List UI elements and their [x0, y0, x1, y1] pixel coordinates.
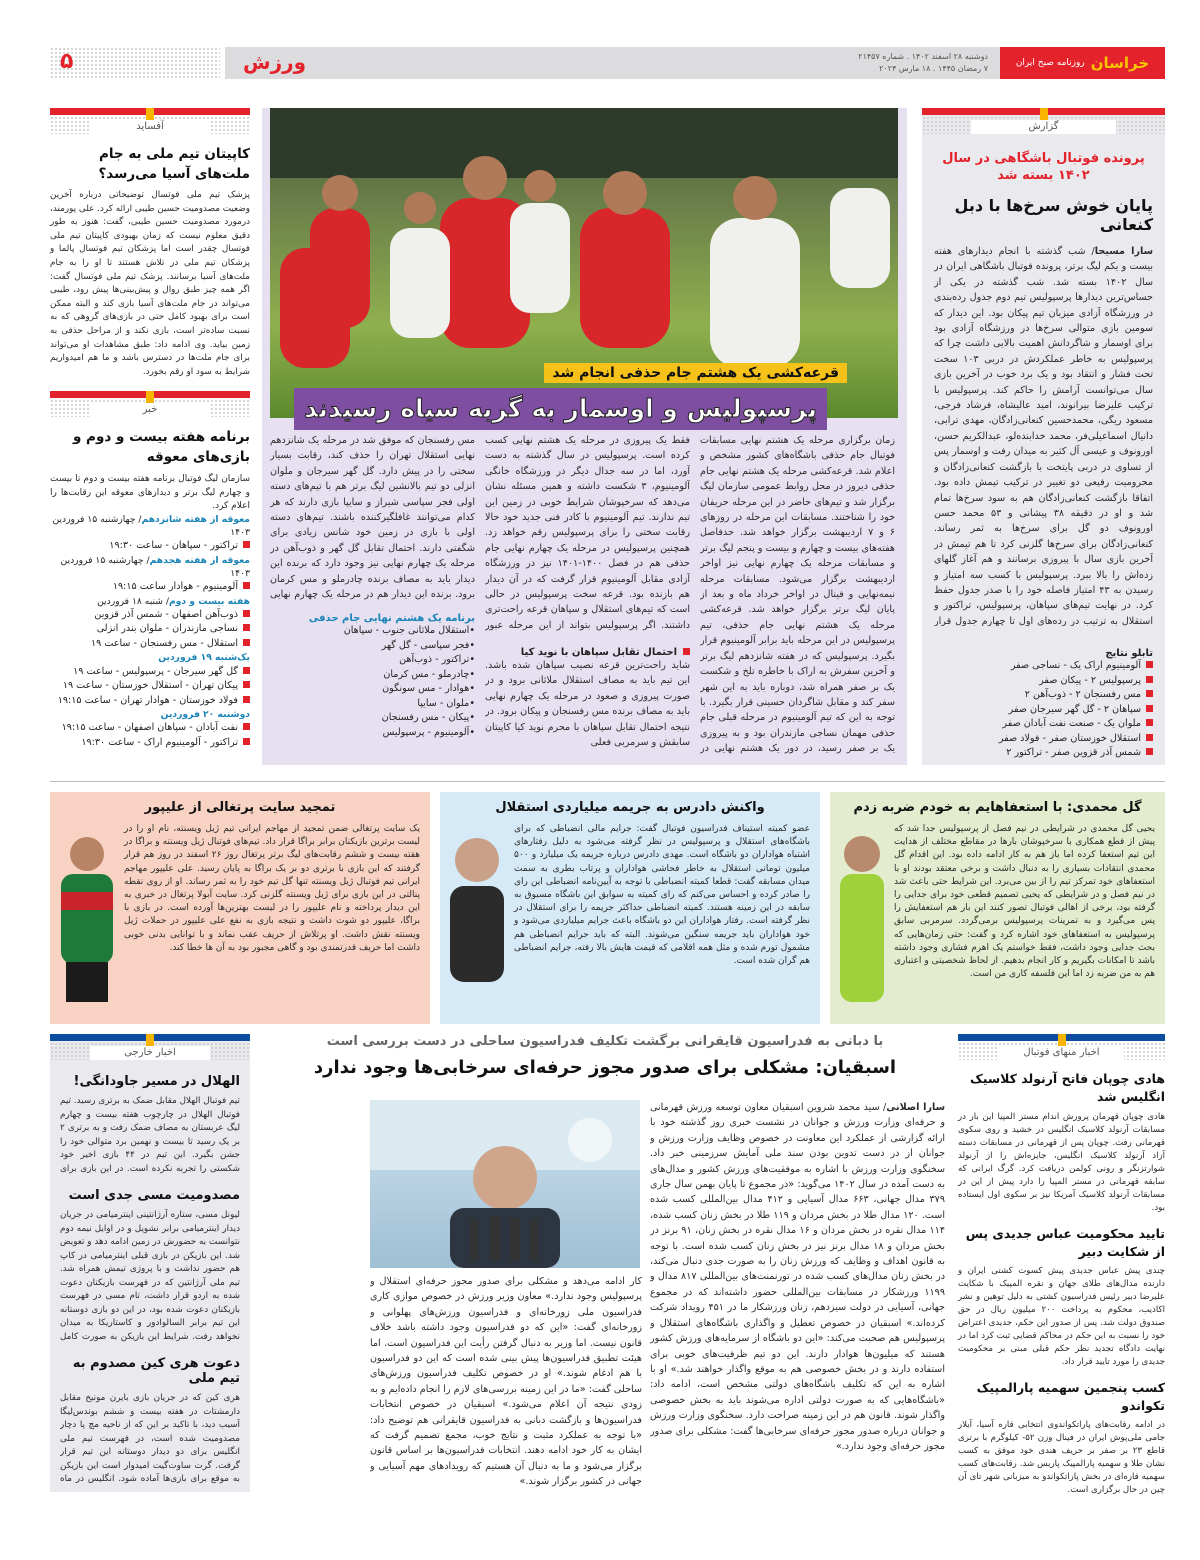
divider [50, 781, 1165, 782]
main-headline[interactable]: پرسپولیس و اوسمار به گربه سیاه رسیدند [294, 388, 827, 430]
report-column [922, 108, 1165, 765]
offside-body: پزشک تیم ملی فوتسال توضیحاتی درباره آخرین وضعیت مصدومیت حسین طیبی ارائه کرد. علی پورمند، درمورد مصدومیت حسین طیبی، گفت: هنوز به طور دقیق معلوم نیست که زمان بهبودی کاپیتان تیم ملی فوتسال چقدر است اما پزشکان تیم فوتسال پالما و پزشکان تیم ملی در تلاش هستند تا او را به جام ملت‌های آسیا برسانند. پزشک تیم ملی فوتسال گفت: اگر همه چیز طبق روال و پیش‌بینی‌ها پیش رود، طیبی می‌تواند در جام ملت‌های آسیا بازی کند و البته ممکن است برای بهبود کامل حتی در بازی‌های گروهی که به نسبت ساده‌تر است، بازی نکند و از مراحل حذفی به زمین بیاید. وی ادامه داد: طبق مشاهدات او می‌تواند برای جام ملت‌ها در دسترس باشد و ما هم امیدواریم شرایط به سود او رقم بخورد. [50, 190, 250, 377]
section-title: ورزش [243, 50, 307, 74]
results-title: تابلو نتایج [1105, 648, 1153, 659]
box-headline[interactable]: واکنش دادرس به جریمه میلیاردی استقلال [495, 800, 765, 815]
result-item: شمس آذر قزوین صفر - تراکتور ۲ [934, 746, 1153, 761]
offside-column [50, 108, 250, 379]
schedule-group-date: / چهارشنبه ۱۵ فروردین ۱۴۰۳ [52, 513, 250, 539]
kicker-misc: اخبار منهای فوتبال [999, 1046, 1123, 1060]
feature-headline[interactable]: اسبقیان: مشکلی برای صدور مجوز حرفه‌ای سرخابی‌ها وجود ندارد [313, 1057, 897, 1078]
main-column-1: زمان برگزاری مرحله یک هشتم نهایی مسابقات فوتبال جام حذفی باشگاه‌های کشور مشخص و اعلام شد. قرعه‌کشی مرحله یک هشتم نهایی جام حذفی دیروز در محل روابط عمومی سازمان لیگ برگزار شد و تیم‌های حاضر در این مرحله حریفان خود را شناختند. مسابقات این مرحله در روزهای ۶ و ۷ اردیبهشت برگزار خواهد شد. حدفاصل هفته‌های بیست و چهارم و بیست و پنجم لیگ برتر و مسابقات مرحله یک چهارم نهایی نیز اواخر اردیبهشت برگزار می‌شود. مسابقات مرحله نیمه‌نهایی و فینال در اواخر خرداد ماه و بعد از پایان لیگ برتر برگزار خواهد شد. قرعه‌کشی مرحله یک هشتم نهایی جام حذفی، تیم پرسپولیس در این مرحله باید برابر آلومینیوم قرار بگیرد. پرسپولیس که در هفته شانزدهم لیگ برتر و آخرین سفرش به اراک با خاطره تلخ و شکست یک بر صفر همراه شد، دوباره باید به این شهر سفر کند و مقابل شاگردان حسینی قرار بگیرد. با توجه به این که تیم آلومینیوم در مرحله قبلی جام حذفی مهمان نساجی مازندران بود و به پیروزی یک بر صفر رسید، در دور یک هشتم نهایی در [700, 435, 895, 755]
misc-headline[interactable]: کسب پنجمین سهمیه پارالمپیک تکواندو [976, 1380, 1165, 1413]
program-item: •تراکتور - ذوب‌آهن [399, 654, 475, 665]
feature-body-left: کار ادامه می‌دهد و مشکلی برای صدور مجوز حرفه‌ای استقلال و پرسپولیس وجود ندارد.» معاون وزیر ورزش در خصوص موازی کاری فدراسیون ملی زورخانه‌ای و فدراسیون ورزش‌های پهلوانی و زورخانه‌ای گفت: «این که دو فدراسیون وجود داشته باشد خلاف قانون نیست. اما وزیر به دنبال گرفتن رأیت این فدراسیون است. اما هیئت تطبیق فدراسیون‌ها پیش بینی شده است که این دو فدراسیون با هم ادغام شوند.» او در خصوص تکلیف فدراسیون ورزش‌های ساحلی گفت: «ما در این زمینه بررسی‌های لازم را انجام داده‌ایم و به زودی نتیجه آن اعلام می‌شود.» اسبقیان در خصوص انتخابات فدراسیون‌ها و بازگشت دبانی به فدراسیون قایقرانی هم توضیح داد: «با توجه به عملکرد مثبت و نتایج خوب، مجمع تصمیم گرفت که ایشان به کار خود ادامه دهند. انتخابات فدراسیون‌ها بر اساس قانون برگزار می‌شود و ما به دنبال آن هستیم که رویدادهای مهم آسیایی و جهانی در کشور برگزار شوند.» [370, 1276, 642, 1488]
left-column [50, 108, 250, 750]
kicker-offside: آفساید [90, 120, 210, 134]
section-bar [225, 47, 1000, 79]
program-item: •فجر سپاسی - گل گهر [381, 639, 475, 651]
coach-photo [836, 832, 888, 1002]
fixture: پیکان تهران - استقلال خوزستان - ساعت ۱۹ [50, 679, 250, 694]
program-item: •آلومینیوم - پرسپولیس [382, 726, 475, 738]
dadras-box [440, 792, 820, 1024]
report-body: / شب گذشته با انجام دیدارهای هفته بیست و یکم لیگ برتر، پرونده فوتبال باشگاهی ایران در سال ۱۴۰۲ بسته شد. شب گذشته در یکی از حساس‌ترین دیدارها پرسپولیس تیم دوم جدول رده‌بندی در ورزشگاه آزادی میزبان تیم پیکان بود. این دیدار که سومین بازی متوالی سرخ‌ها در ورزشگاه آزادی بود برای اوسمار و شاگردانش اهمیت بالایی داشت چرا که پرسپولیس به خاطر عملکردش در دربی ۱۰۳ سخت تحت فشار و انتقاد بود و یک برد خوب در آخرین بازی سال می‌توانست آرامش را حاکم کند. پرسپولیس با ترکیب علیرضا بیرانوند، امید عالیشاه، فرشاد فرجی، مسعود ریگی، محمدحسین کنعانی‌زادگان، مهدی ترابی، دانیال اسماعیلی‌فر، محمد خدابنده‌لو، عبدالکریم حسن، اورونوف و عیسی آل کثیر به میدان رفت و اوسمار پس از تساوی در دربی پایتخت با بازگشت کنعانی‌زادگان و محرومیت رفیعی دو تغییر در ترکیب تیمش داده بود. اتفاقا بازگشت کنعانی‌زادگان هم به سود سرخ‌ها تمام شد و او در دقیقه ۳۸ پیشانی و ۵۳ محمد حسن اورونوف دو گل برای سرخ‌ها به ثمر رساند. کنعانی‌زادگان برای سرخ‌ها گلزنی کرد تا هم تیمش در آخرین بازی سال با پیروزی برسانند و هم آغاز گلهای زده‌اش را بالا ببرد. پرسپولیس با کسب سه امتیاز و رسیدن به ۴۳ امتیاز فاصله خود را با صدر جدول حفظ کرد. در نهایت تیم‌های سپاهان، پرسپولیس، تراکتور و استقلال به ترتیب در رده‌های اول تا چهارم جدول قرار [934, 246, 1153, 626]
result-item: آلومینیوم اراک یک - نساجی صفر [934, 659, 1153, 674]
misc-headline[interactable]: تایید محکومیت عباس جدیدی پس از شکایت دبیر [965, 1226, 1165, 1259]
kicker-foreign: اخبار خارجی [90, 1046, 210, 1060]
foreign-headline[interactable]: الهلال در مسیر جاودانگی! [73, 1074, 240, 1089]
fixture: تراکتور - آلومینیوم اراک - ساعت ۱۹:۳۰ [50, 736, 250, 751]
report-author: سارا مسیحا [1094, 246, 1153, 257]
main-story [262, 108, 907, 765]
foreign-headline[interactable]: مصدومیت مسی جدی است [68, 1188, 240, 1203]
brand-tagline: روزنامه صبح ایران [1015, 58, 1085, 68]
fixture: ذوب‌آهن اصفهان - شمس آذر قزوین [50, 608, 250, 623]
program-item: •چادرملو - مس کرمان [383, 668, 475, 680]
misc-headline[interactable]: هادی چوپان فاتح آرنولد کلاسیک انگلیس شد [969, 1071, 1165, 1104]
feature-author: سارا اصلانی [886, 1102, 945, 1113]
box-body: یحیی گل محمدی در شرایطی در نیم فصل از پرسپولیس جدا شد که پیش از قطع همکاری با سرخپوشان بارها در مقاطع مختلف از هدایت این تیم استعفا کرده اما باز هم به کار ادامه داده بود. این اقدام گل محمدی انتقادات بسیاری را به دنبال داشت و برخی معتقد بودند او با استعفاهای خود تمرکز تیم را از بین می‌برد. این شرایط حتی باعث شد در نیم فصل و در شرایطی که یحیی تصمیم قطعی خود برای جدایی را گرفته بود، برخی از اهالی فوتبال تصور کنند این بار هم استعفایش را پس می‌گیرد و به تمرینات پرسپولیس برمی‌گردد. سرمربی سابق پرسپولیس به استعفاهای خود اشاره کرد و گفت: حتی زمان‌هایی که بحث جدایی وجود داشت، فقط خواستم یک اهرم فشاری وجود داشته باشد تا امکانات بگیریم و کار انجام بدهیم. از لحاظ شخصیتی و اعتباری هم به من ضربه زد اما این فلسفه کاری من است. [894, 824, 1155, 980]
fixture: استقلال - مس رفسنجان - ساعت ۱۹ [50, 637, 250, 652]
fixture: آلومینیوم - هوادار ساعت ۱۹:۱۵ [50, 580, 250, 595]
page-number-box [50, 47, 220, 79]
alipour-photo [56, 832, 118, 1002]
main-column-2: فقط یک پیروزی در مرحله یک هشتم نهایی کسب کرده است. پرسپولیس در سال گذشته به دست آورد، اما در سه جدال دیگر در ورزشگاه خانگی آلومینیوم، ۳ شکست داشته و همین مسئله نشان می‌دهد که سرخپوشان شرایط خوبی در زمین این تیم ندارند. تیم آلومینیوم با کادر فنی جدید خود حالا رقابت سختی را برای پرسپولیس رقم خواهد زد. همچنین پرسپولیس در مرحله یک چهارم نهایی جام حذفی هم در فصل ۱۴۰۰-۱۴۰۱ نیز در ورزشگاه آزادی مقابل آلومینیوم قرار گرفت که در آن دیدار هم بازنده بود. قرعه سخت پرسپولیس در حالی است که تیم‌های استقلال و سپاهان قرعه راحت‌تری داشتند. اگر پرسپولیس بتواند از این مرحله عبور [485, 435, 690, 631]
box-body: عضو کمیته استیناف فدراسیون فوتبال گفت: جرایم مالی انضباطی که برای باشگاه‌های استقلال و پرسپولیس در نظر گرفته می‌شود به دلیل رفتارهای اشتباه هواداران دو باشگاه است. مهدی دادرس درباره جریمه یک میلیارد و ۵۰۰ میلیون تومانی استقلال به خاطر فحاشی هواداران و پرتاب بطری به سمت میدان مسابقه گفت: قطعا کمیته انضباطی با توجه به آیین‌نامه انضباطی این رای را صادر کرده و احساس می‌کنم که رای کمیته به سوابق این باشگاه مسبوق به سابقه در این زمینه هستند. کمیته انضباطی حداکثر جریمه را برای استقلال در نظر گرفته است. رفتار هواداران این دو باشگاه باعث جرایم میلیاردی می‌شود و خود هواداران باید جریمه سنگین می‌شوند. البته که باید جرایم انضباطی هم مشمول تورم شده و مثل همه اقلامی که قیمت هایش بالا رفته، جرایم انضباطی هم گران شده است. [514, 824, 810, 967]
alipour-box [50, 792, 430, 1024]
results-list [934, 659, 1153, 761]
foreign-body: تیم فوتبال الهلال مقابل ضمک به برتری رسید. تیم فوتبال الهلال در چارچوب هفته بیست و چهارم لیگ عربستان به مصاف ضمک رفت و به برتری ۲ بر یک رسید تا بیست و نهمین برد متوالی خود را جشن بگیرد. این تیم در ۴۴ بازی اخیر خود شکستی را تجربه نکرده است. در این بازی برای [60, 1096, 240, 1174]
box-body: یک سایت پرتغالی ضمن تمجید از مهاجم ایرانی تیم ژیل ویسنته، نام او را در لیست برترین بازیکنان برابر براگا قرار داد. تیم‌های فوتبال ژیل ویسنته و براگا در هفته بیست و ششم رقابت‌های لیگ برتر پرتغال روز ۲۶ اسفند در روز هم قرار گرفتند که این بازی با برتری دو بر یک براگا به پایان رسید. علی علیپور مهاجم ایرانی تیم فوتبال ژیل ویسنته تنها گل تیم خود را به ثمر رساند. او از روی نقطه پنالتی در این بازی برای ژیل ویسنته گلزنی کرد. سایت آبولا پرتغال در خبری به این دیدار پرداخته و نام علیپور را در لیست بهترین‌ها آورده است. در بازی با براگا، علیپور دو شوت داشت و نتیجه بازی به نفع علی علیپور در حملات ژیل ویسنته نقش داشت. او پرتلاش از حریف عقب نماند و با توانایی بدنی خوبی داشت اما حریف قدرتمندی بود و گاهی مجبور بود به آن ها خطا کند. [124, 824, 420, 953]
masthead [50, 47, 1165, 79]
report-subtitle: پرونده فوتبال باشگاهی در سال ۱۴۰۲ بسته شد [942, 151, 1145, 183]
foreign-body: هری کین که در جریان بازی بایرن مونیخ مقابل دارمشتات در هفته بیست و ششم بوندس‌لیگا آسیب دید، با تاکید بر این که از ناحیه مچ پا دچار مصدومیت شده است، در فهرست تیم ملی انگلیس برای دو دیدار دوستانه این تیم قرار گرفت. گرت ساوت‌گیت امیدوار است این بازیکن به موقع برای بازی‌ها آماده شود. انگلیس در ماه [60, 1393, 240, 1484]
brand-logo[interactable] [1000, 47, 1165, 79]
page-number: ۵ [60, 49, 74, 74]
misc-body: در ادامه رقابت‌های پاراتکواندوی انتخابی قاره آسیا، آیلار جامی ملی‌پوش ایران در فینال وزن ۵۲- کیلوگرم با برتری قاطع ۲۳ بر صفر بر حریف هندی خود موفق به کسب نشان طلا و سهمیه پارالمپیک پاریس شد. رقابت‌های کسب سهمیه قاره‌ای در بخش پاراتکواندو به میزبانی شهر تای آن چین در حال برگزاری است. [958, 1420, 1165, 1495]
fixture: تراکتور - سپاهان - ساعت ۱۹:۳۰ [50, 539, 250, 554]
box-headline[interactable]: گل محمدی: با استعفاهایم به خودم ضربه زدم [853, 800, 1142, 815]
schedule-group-head: یک‌شنبه ۱۹ فروردین [158, 652, 250, 664]
fixture: نساجی مازندران - ملوان بندر انزلی [50, 622, 250, 637]
result-item: استقلال خوزستان صفر - فولاد صفر [934, 732, 1153, 747]
fixture: نفت آبادان - سپاهان اصفهان - ساعت ۱۹:۱۵ [50, 721, 250, 736]
program-title: برنامه یک هشتم نهایی جام حذفی [308, 613, 475, 624]
box-headline[interactable]: تمجید سایت پرتغالی از علیپور [144, 800, 336, 815]
result-item: مس رفسنجان ۲ - ذوب‌آهن ۲ [934, 688, 1153, 703]
foreign-news-column [50, 1034, 250, 1492]
issue-date: دوشنبه ۲۸ اسفند ۱۴۰۲ . شماره ۲۱۴۵۷ [858, 52, 988, 61]
schedule-column [50, 391, 250, 750]
program-item: •هوادار - مس سونگون [382, 683, 475, 694]
result-item: ملوان یک - صنعت نفت آبادان صفر [934, 717, 1153, 732]
schedule-group-date: / شنبه ۱۸ فروردین [97, 595, 169, 607]
schedule-group-head: معوقه از هفته هجدهم [149, 554, 250, 566]
issue-date-hijri: ۷ رمضان ۱۴۴۵ . ۱۸ مارس ۲۰۲۴ [879, 64, 988, 73]
offside-headline[interactable]: کاپیتان تیم ملی به جام ملت‌های آسیا می‌رسد؟ [98, 146, 250, 182]
dadras-photo [446, 832, 508, 982]
schedule-group-date: / چهارشنبه ۱۵ فروردین ۱۴۰۳ [60, 554, 250, 580]
schedule-group-head: دوشنبه ۲۰ فروردین [160, 709, 250, 721]
non-football-column [958, 1034, 1165, 1497]
main-column-2b: شاید راحت‌ترین قرعه نصیب سپاهان شده باشد. این تیم باید به مصاف استقلال ملاثانی برود و در صورت پیروزی و صعود در مرحله یک چهارم نهایی باید به مصاف برنده مس رفسنجان و پیکان برود. در نتیجه احتمال تقابل سپاهان با محرم نوید کیا کاپیتان سابقش و سرمربی فعلی [485, 660, 690, 749]
schedule-group-head: هفته بیست و دوم [168, 595, 250, 607]
report-headline[interactable]: پایان خوش سرخ‌ها با دبل کنعانی [954, 196, 1153, 234]
kicker-report: گزارش [971, 120, 1117, 134]
misc-body: هادی چوپان قهرمان پرورش اندام مستر المپیا این بار در مسابقات آرنولد کلاسیک انگلیس در خشید و روی سکوی قهرمانی رفت. چوپان پس از قهرمانی در مسابقات دسته آزاد آرنولد کلاسیک انگلیس، جایزه‌اش را از آرنولد شوارتزنگر و رونی کولمن دریافت کرد. گرگ ایرانی که سابقه قهرمانی در مستر المپیا را دارد پیش از این در مسابقات آرنولد کلاسیک آمریکا نیز بر سکوی اول ایستاده بود. [958, 1112, 1165, 1213]
program-item: •استقلال ملاثانی جنوب - سپاهان [343, 625, 475, 636]
feature-kicker: با دبانی به فدراسیون قایقرانی برگشت تکلیف فدراسیون ساحلی در دست بررسی است [326, 1034, 884, 1049]
main-column-3: مس رفسنجان که موفق شد در مرحله یک شانزدهم نهایی استقلال تهران را حذف کند، رقابت بسیار سختی را در پیش دارد. گل گهر سیرجان و ملوان انزلی دو تیم بالانشین لیگ برتر هم با تیم‌های دسته اولی فجر سپاسی شیراز و سایپا بازی دارند که هر کدام می‌توانند غافلگیرکننده باشند. تیم‌های دسته اولی با بازی در زمین خود شانس زیادی برای شگفتی دارند. احتمال تقابل گل گهر و ذوب‌آهن در مرحله یک چهارم نهایی نیز وجود دارد که برنده این دیدار باید به مصاف برنده چادرملو و مس کرمان برود. برنده این دیدار هم در مرحله یک چهارم نهایی [270, 435, 475, 601]
main-kicker: قرعه‌کشی یک هشتم جام حذفی انجام شد [544, 363, 847, 383]
result-item: پرسپولیس ۲ - پیکان صفر [934, 674, 1153, 689]
kicker-news: خبر [90, 403, 210, 417]
sub-heading: احتمال تقابل سپاهان با نوید کیا [485, 647, 690, 658]
foreign-headline[interactable]: دعوت هری کین مصدوم به تیم ملی [72, 1356, 240, 1386]
feature-body-right: سارا اصلانی/ سید محمد شروین اسبقیان معاون توسعه ورزش قهرمانی و حرفه‌ای وزارت ورزش و جوانان در نشست خبری روز گذشته خود با ارائه گزارشی از عملکرد این معاونت در خصوص وظایف وزارت ورزش و جوانان از در دست تدوین بودن سند ملی آمایش سرزمینی خبر داد. سخنگوی وزارت ورزش با اشاره به موفقیت‌های ورزش کشور و مدال‌های به دست آمده در سال ۱۴۰۲ می‌گوید: «در مجموع تا پایان بهمن سال جاری ۳۷۹ مدال جهانی، ۶۶۳ مدال آسیایی و ۴۱۲ مدال بین‌المللی کسب شده است. ۱۲۰ مدال طلا در بخش مردان و ۱۱۹ طلا در بخش زنان کسب شده، ۱۱۴ مدال نقره در بخش مردان و ۱۶ مدال نقره در بخش زنان، ۹۱ برنز در بخش مردان و ۱۸ مدال برنز نیز در بخش زنان کسب شده است. با توجه به قانون اهداف و وظایف که ورزش زنان را به صورت جدی دنبال می‌کند، در بخش زنان مدال‌های کسب شده در تورنمنت‌های بین‌المللی ۸۱۷ مدال و ۱۱۹۹ ورزشکار در مسابقات بین‌المللی حضور داشته‌اند که در مجموع جهانی، آسیایی در دولت سیزدهم، زنان ورزشکار ما در ۴۵۱ رویداد شرکت کرده‌اند.» اسبقیان در خصوص تعطیل و واگذاری باشگاه‌های استقلال و پرسپولیس هم صحبت می‌کند: «این دو باشگاه از سرمایه‌های ورزش کشور هستند که میلیون‌ها هوادار دارند. این دو تیم ظرفیت‌های خوبی برای استفاده دارند و در بخش خصوصی هم به موقع واگذار خواهند شد.» او با اشاره به این که تکلیف باشگاه‌های دولتی مشخص است، ادامه داد: «باشگاه‌هایی که به صورت دولتی اداره می‌شوند باید به بخش خصوصی واگذار شوند. قانون هم در این زمینه صراحت دارد. سخنگوی وزارت ورزش و جوانان درباره صدور مجوز حرفه‌ای سرخابی‌ها گفت: مشکلی برای صدور مجوز حرفه‌ای وجود ندارد.» [650, 1102, 945, 1452]
fixture: گل گهر سیرجان - پرسپولیس - ساعت ۱۹ [50, 665, 250, 680]
golmohammadi-box [830, 792, 1165, 1024]
schedule-intro: سازمان لیگ فوتبال برنامه هفته بیست و دوم تا بیست و چهارم لیگ برتر و دیدارهای معوقه این رقابت‌ها را اعلام کرد. [50, 474, 250, 511]
feature-story [265, 1034, 945, 1534]
schedule-headline[interactable]: برنامه هفته بیست و دوم و بازی‌های معوقه [72, 429, 250, 466]
result-item: سپاهان ۲ - گل گهر سیرجان صفر [934, 703, 1153, 718]
foreign-body: لیونل مسی، ستاره آرژانتینی اینترمیامی در جریان دیدار اینترمیامی برابر نشویل و در اوایل نیمه دوم نتوانست به حضورش در زمین ادامه دهد و تعویض شد. این بازیکن در بازی قبلی اینترمیامی در کاپ هم حضور نداشت و با پروژی تیمش همراه شد. تیم ملی آرژانتین که در فهرست بازیکنان دعوت شده به اردو قرار داشت، تام مسی در فهرست بازیکنان دعوت شده بود، در این دو بازی دوستانه این تیم برابر السالوادور و کاستاریکا به میدان نخواهد رفت. شرایط این بازیکن به صورت کامل [60, 1210, 240, 1342]
brand-name: خراسان [1090, 54, 1150, 72]
fixture: فولاد خوزستان - هوادار تهران - ساعت ۱۹:۱۵ [50, 694, 250, 709]
program-item: •ملوان - سایپا [417, 697, 475, 709]
press-conference-photo [370, 1100, 640, 1268]
program-item: •پیکان - مس رفسنجان [381, 712, 475, 723]
program-list [270, 624, 475, 740]
misc-body: چندی پیش عباس جدیدی پیش کسوت کشتی ایران و دارنده مدال‌های طلای جهان و نقره المپیک با شکایت علیرضا دبیر رئیس فدراسیون کشتی به دلیل توهین و نشر اکاذیب، محکوم به پرداخت ۲۰۰ میلیون ریال در حق صندوق دولت شد. پس از صدور این حکم، جدیدی اعتراض خود را نسبت به این حکم در محاکم قضایی ثبت کرد اما در نهایت دادگاه تجدید نظر حکم قبلی مبنی بر محکومیت جدیدی را مورد تایید قرار داد. [958, 1266, 1165, 1367]
schedule-group-head: معوقه از هفته شانزدهم [141, 513, 250, 525]
